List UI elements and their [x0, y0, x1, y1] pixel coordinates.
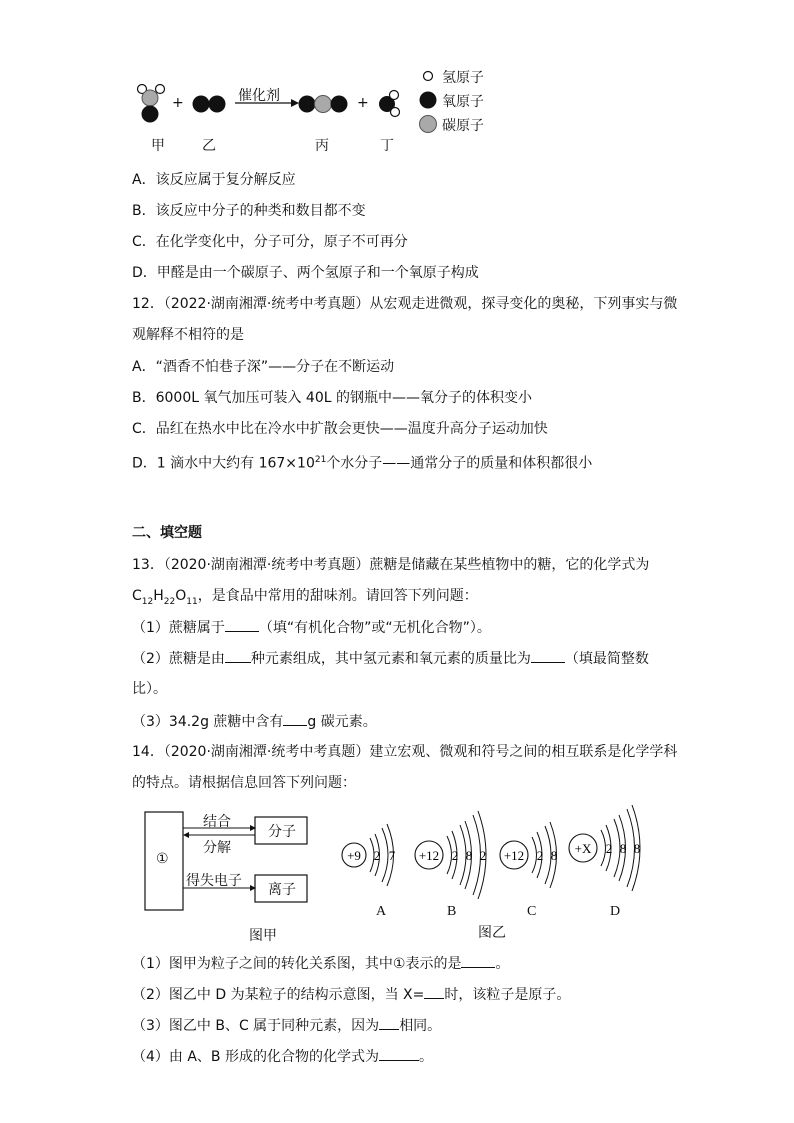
hydrogen-legend-icon [424, 72, 433, 81]
carbon-atom [315, 96, 332, 113]
q11-option-a: A．该反应属于复分解反应 [132, 172, 296, 188]
q12-option-d: D．1 滴水中大约有 $167\times 10^{21}$个水分子——通常分子的质量和体积都很小 [132, 455, 593, 472]
legend-oxygen: 氧原子 [442, 94, 484, 110]
figure-jia-caption: 图甲 [249, 928, 277, 944]
figure-yi-caption: 图乙 [478, 925, 506, 941]
q12-option-c: C．品红在热水中比在冷水中扩散会更快——温度升高分子运动加快 [132, 421, 548, 437]
q12-stem-line1: 12．（2022·湖南湘潭·统考中考真题）从宏观走进微观，探寻变化的奥秘，下列事实与微 [132, 296, 678, 312]
answer-blank[interactable] [531, 648, 565, 663]
svg-text:8: 8 [550, 848, 558, 863]
q13-stem-line1: 13．（2020·湖南湘潭·统考中考真题）蔗糖是储藏在某些植物中的糖，它的化学式为 [132, 557, 650, 573]
plus-sign: + [172, 95, 184, 111]
oxygen-atom [193, 96, 210, 113]
label-ding: 丁 [380, 138, 394, 154]
atom-structure-b [415, 811, 486, 899]
svg-text:+X: +X [574, 841, 592, 856]
plus-sign: + [357, 95, 369, 111]
atom-label-c: C [527, 904, 537, 919]
legend-hydrogen: 氢原子 [442, 70, 484, 86]
decompose-label: 分解 [203, 840, 231, 856]
molecule-label: 分子 [268, 824, 296, 840]
answer-blank[interactable] [461, 953, 495, 968]
label-jia: 甲 [151, 138, 165, 154]
q13-part2: （2）蔗糖是由 种元素组成，其中氢元素和氧元素的质量比为 （填最简整数 [132, 648, 649, 669]
section-title-fill-blank: 二、填空题 [132, 525, 202, 541]
q14-part1: （1）图甲为粒子之间的转化关系图，其中①表示的是 。 [132, 953, 509, 974]
atom-label-b: B [447, 904, 457, 919]
svg-text:8: 8 [465, 848, 473, 863]
electron-label: 得失电子 [186, 873, 242, 889]
answer-blank[interactable] [225, 648, 251, 663]
svg-text:8: 8 [633, 841, 641, 856]
svg-text:8: 8 [619, 841, 627, 856]
figure-yi-svg [330, 800, 660, 900]
ion-label: 离子 [268, 882, 296, 898]
oxygen-legend-icon [420, 92, 437, 109]
hydrogen-atom [156, 85, 165, 94]
molecule-jia [138, 85, 165, 123]
oxygen-atom [331, 96, 348, 113]
legend-carbon: 碳原子 [442, 118, 484, 134]
q14-part4: （4）由 A、B 形成的化合物的化学式为 。 [132, 1046, 433, 1067]
oxygen-atom [299, 96, 316, 113]
answer-blank[interactable] [424, 984, 444, 999]
svg-text:+12: +12 [418, 848, 440, 863]
q13-part1: （1）蔗糖属于 （填“有机化合物”或“无机化合物”）。 [132, 617, 491, 638]
q11-option-b: B．该反应中分子的种类和数目都不变 [132, 203, 366, 219]
q13-part3: （3）34.2g 蔗糖中含有 g 碳元素。 [132, 711, 377, 732]
label-bing: 丙 [315, 138, 329, 154]
q13-stem-line2: $C_{12}H_{22}O_{11}$，是食品中常用的甜味剂。请回答下列问题： [132, 588, 478, 607]
svg-text:2: 2 [451, 848, 459, 863]
svg-text:+9: +9 [347, 848, 361, 863]
q12-option-b: B．6000L 氧气加压可装入 40L 的钢瓶中——氧分子的体积变小 [132, 390, 532, 406]
label-yi: 乙 [202, 138, 216, 154]
svg-text:2: 2 [373, 848, 381, 863]
catalyst-label: 催化剂 [238, 88, 280, 104]
answer-blank[interactable] [283, 711, 307, 726]
answer-blank[interactable] [225, 617, 259, 632]
hydrogen-atom [390, 91, 399, 100]
svg-text:+12: +12 [503, 848, 525, 863]
q11-option-d: D．甲醛是由一个碳原子、两个氢原子和一个氧原子构成 [132, 265, 479, 281]
atom-label-d: D [610, 904, 621, 919]
q14-stem-line1: 14．（2020·湖南湘潭·统考中考真题）建立宏观、微观和符号之间的相互联系是化学学科 [132, 744, 678, 760]
hydrogen-atom [391, 108, 400, 117]
q14-part3: （3）图乙中 B、C 属于同种元素，因为 相同。 [132, 1015, 441, 1036]
svg-text:2: 2 [536, 848, 544, 863]
combine-label: 结合 [203, 814, 231, 830]
svg-text:2: 2 [479, 848, 487, 863]
q13-part2-cont: 比）。 [132, 681, 167, 697]
oxygen-atom [209, 96, 226, 113]
carbon-legend-icon [420, 116, 437, 133]
q14-part2: （2）图乙中 D 为某粒子的结构示意图，当 X= 时，该粒子是原子。 [132, 984, 570, 1005]
answer-blank[interactable] [379, 1046, 419, 1061]
svg-text:2: 2 [605, 841, 613, 856]
molecule-bing [299, 96, 348, 113]
molecule-yi [193, 96, 226, 113]
svg-text:7: 7 [388, 848, 396, 863]
q12-option-a: A．“酒香不怕巷子深”——分子在不断运动 [132, 359, 395, 375]
atom-label-a: A [376, 904, 387, 919]
oxygen-atom [142, 106, 159, 123]
circled-one-label: ① [156, 851, 169, 867]
atom-structure-d [569, 805, 640, 891]
answer-blank[interactable] [379, 1015, 399, 1030]
q11-option-c: C．在化学变化中，分子可分，原子不可再分 [132, 234, 408, 250]
legend-icons [418, 66, 440, 136]
atom-structure-c [500, 822, 557, 888]
arrow-head-icon [291, 99, 299, 107]
molecule-ding [379, 91, 400, 117]
carbon-atom [142, 90, 158, 106]
atom-structure-a [342, 824, 396, 886]
arrow-left-icon [183, 832, 189, 838]
q14-stem-line2: 的特点。请根据信息回答下列问题： [132, 775, 356, 791]
reaction-molecules-svg [125, 75, 425, 135]
q12-stem-line2: 观解释不相符的是 [132, 327, 244, 343]
